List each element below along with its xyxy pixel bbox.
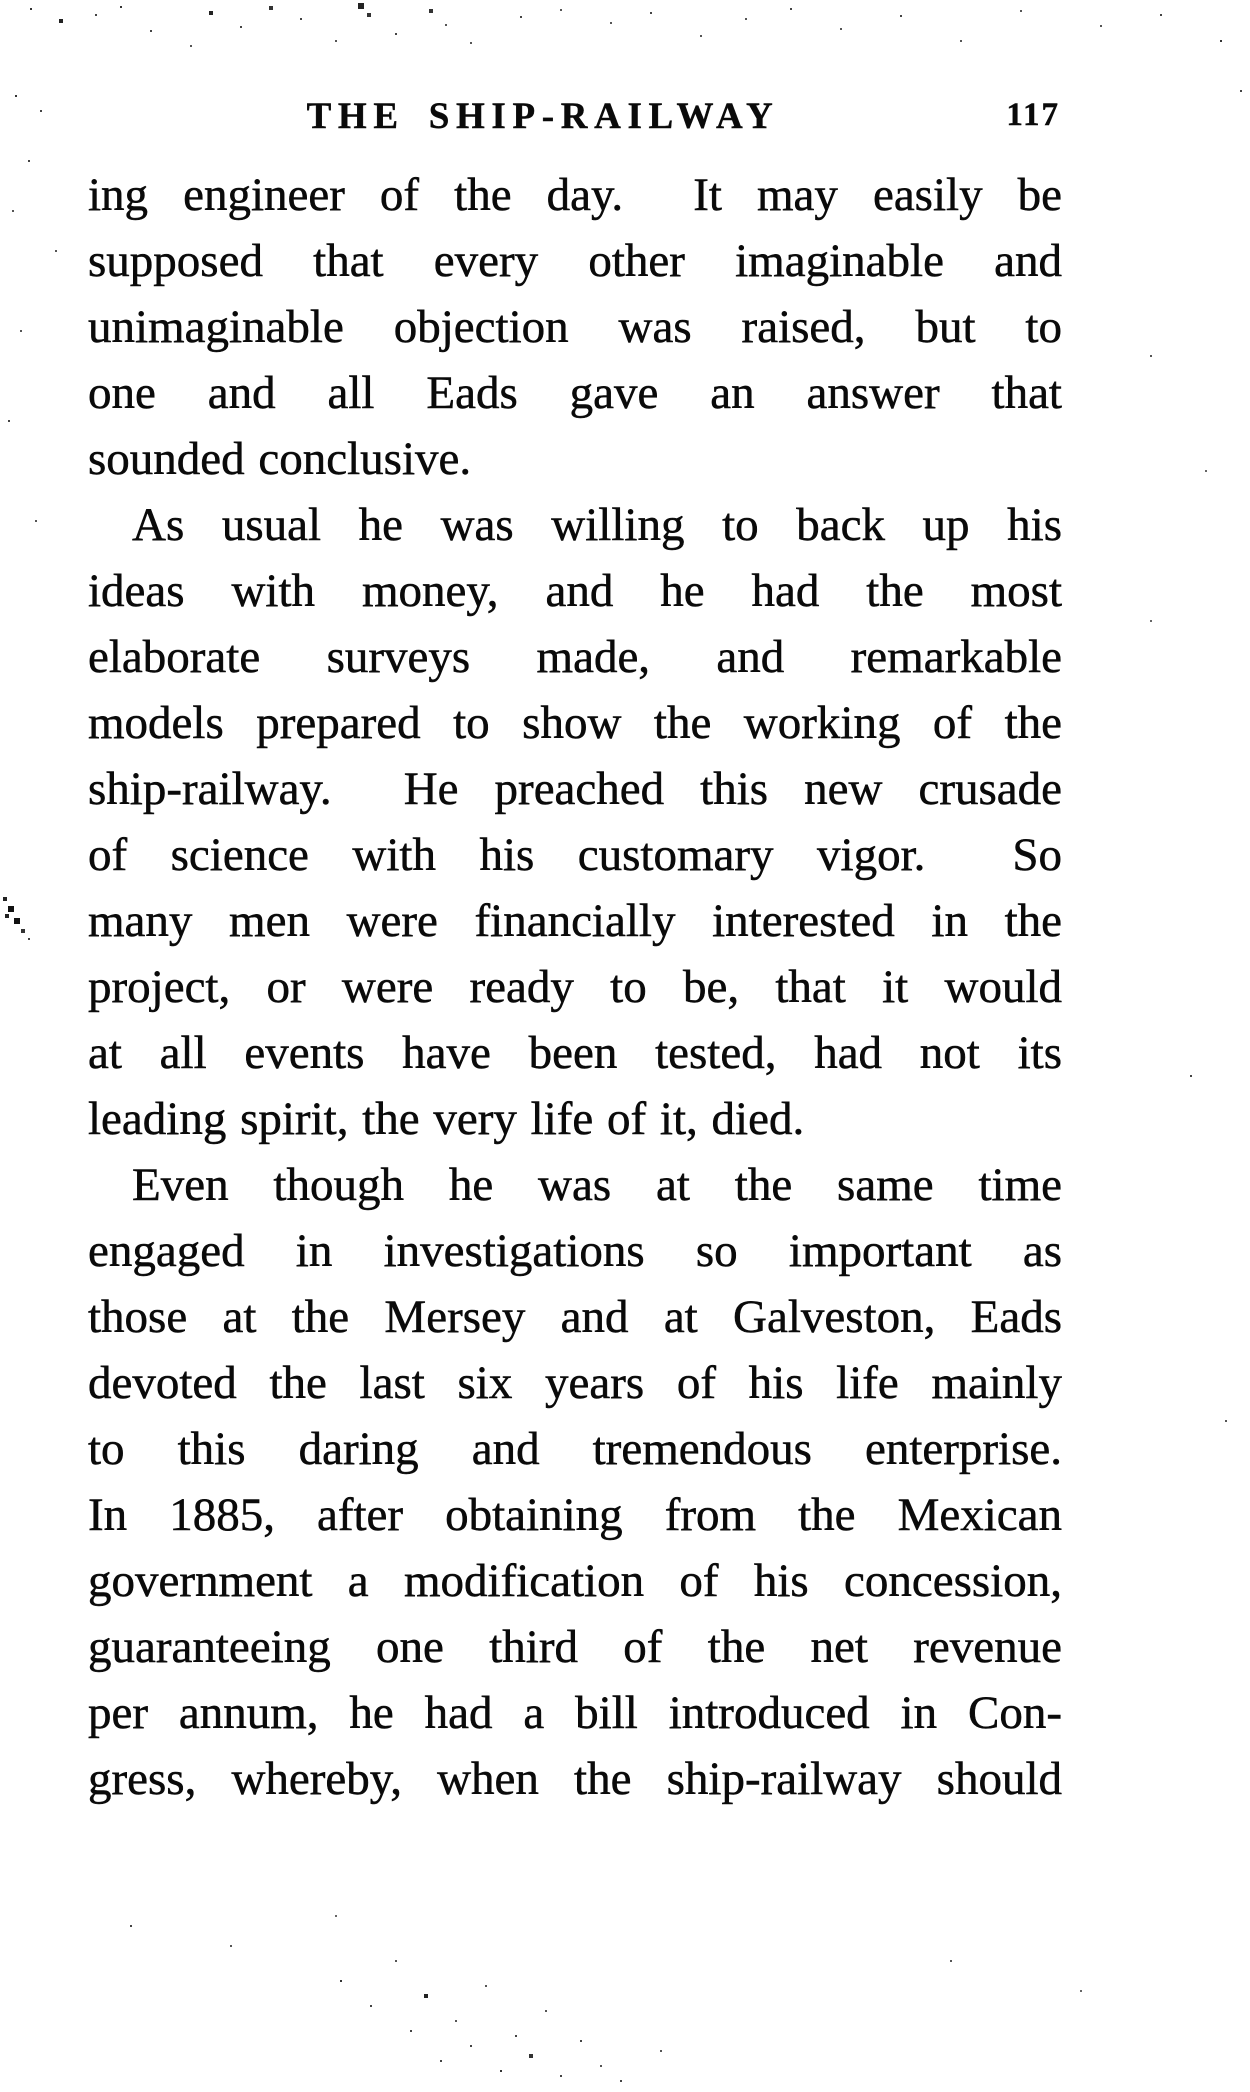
text-line: of science with his customary vigor. So bbox=[88, 829, 1062, 881]
text-line: ship-railway. He preached this new crusade bbox=[88, 763, 1062, 815]
text-line: engaged in investigations so important as bbox=[88, 1225, 1062, 1277]
text-line: ing engineer of the day. It may easily be bbox=[88, 169, 1062, 221]
text-line: unimaginable objection was raised, but to bbox=[88, 301, 1062, 353]
text-line: sounded conclusive. bbox=[88, 433, 472, 485]
text-line: one and all Eads gave an answer that bbox=[88, 367, 1062, 419]
text-line: guaranteeing one third of the net revenue bbox=[88, 1621, 1062, 1673]
text-line: at all events have been tested, had not its bbox=[88, 1027, 1062, 1079]
text-line: ideas with money, and he had the most bbox=[88, 565, 1062, 617]
text-line: to this daring and tremendous enterprise. bbox=[88, 1423, 1062, 1475]
text-line: government a modification of his concession, bbox=[88, 1555, 1062, 1607]
text-line: In 1885, after obtaining from the Mexican bbox=[88, 1489, 1062, 1541]
text-line: models prepared to show the working of the bbox=[88, 697, 1062, 749]
text-line: many men were financially interested in the bbox=[88, 895, 1062, 947]
text-line: those at the Mersey and at Galveston, Eads bbox=[88, 1291, 1062, 1343]
text-line: leading spirit, the very life of it, died. bbox=[88, 1093, 805, 1145]
text-line: devoted the last six years of his life mainly bbox=[88, 1357, 1062, 1409]
scan-noise-specks bbox=[0, 0, 2, 2]
text-line: elaborate surveys made, and remarkable bbox=[88, 631, 1062, 683]
page-body bbox=[88, 162, 1062, 1812]
running-header-title: THE SHIP-RAILWAY bbox=[306, 96, 780, 137]
text-line: Even though he was at the same time bbox=[132, 1159, 1062, 1211]
text-line: As usual he was willing to back up his bbox=[132, 499, 1062, 551]
text-line: per annum, he had a bill introduced in Con- bbox=[88, 1687, 1062, 1739]
text-line: gress, whereby, when the ship-railway should bbox=[88, 1753, 1062, 1805]
page-number: 117 bbox=[1006, 97, 1060, 133]
text-line: project, or were ready to be, that it would bbox=[88, 961, 1062, 1013]
text-line: supposed that every other imaginable and bbox=[88, 235, 1062, 287]
running-header bbox=[88, 95, 1062, 141]
